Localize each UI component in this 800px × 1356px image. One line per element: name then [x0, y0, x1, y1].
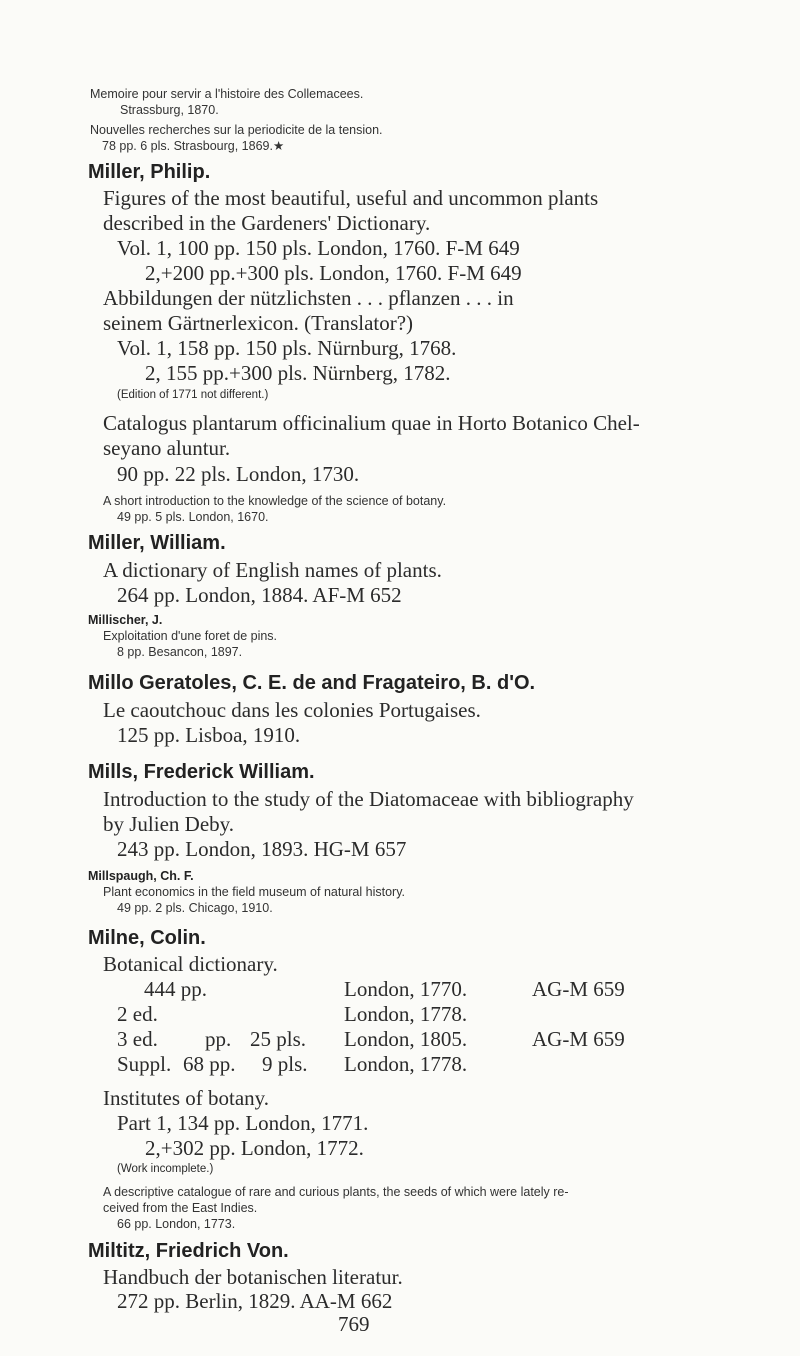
- title-line: Introduction to the study of the Diatomaceae with bibliography: [103, 787, 634, 811]
- title-line: described in the Gardeners' Dictionary.: [103, 211, 431, 235]
- edition-place: London, 1778.: [344, 1052, 468, 1076]
- title-line: Abbildungen der nützlichsten . . . pflanzen . . . in: [103, 286, 514, 310]
- edition-note: (Edition of 1771 not different.): [117, 389, 269, 401]
- edition-note: (Work incomplete.): [117, 1163, 214, 1175]
- entry-line: 78 pp. 6 pls. Strasbourg, 1869.★: [102, 139, 285, 153]
- edition-ed: 3 ed.: [117, 1027, 158, 1051]
- title-line: Figures of the most beautiful, useful and uncommon plants: [103, 186, 599, 210]
- author-heading: Millspaugh, Ch. F.: [88, 869, 194, 883]
- edition-pp: 68 pp.: [183, 1052, 236, 1076]
- author-heading: Milne, Colin.: [88, 927, 206, 949]
- author-heading: Millo Geratoles, C. E. de and Fragateiro, B. d'O.: [88, 672, 536, 694]
- edition-ed: Suppl.: [117, 1052, 172, 1076]
- entry-line: Memoire pour servir a l'histoire des Collemacees.: [90, 87, 364, 101]
- title-line: seyano aluntur.: [103, 436, 231, 460]
- entry-line: Nouvelles recherches sur la periodicite de la tension.: [90, 123, 383, 137]
- title-line: Catalogus plantarum officinalium quae in Horto Botanico Chel-: [103, 411, 640, 435]
- entry-line: 49 pp. 2 pls. Chicago, 1910.: [117, 901, 273, 915]
- edition-place: London, 1770.: [344, 977, 468, 1001]
- volume-line: Vol. 1, 100 pp. 150 pls. London, 1760. F-M 649: [117, 236, 520, 260]
- entry-line: Plant economics in the field museum of natural history.: [103, 885, 405, 899]
- volume-line: 125 pp. Lisboa, 1910.: [117, 723, 301, 747]
- volume-line: 90 pp. 22 pls. London, 1730.: [117, 462, 360, 486]
- title-line: seinem Gärtnerlexicon. (Translator?): [103, 311, 414, 335]
- author-heading: Miltitz, Friedrich Von.: [88, 1240, 289, 1262]
- title-line: Le caoutchouc dans les colonies Portugaises.: [103, 698, 481, 722]
- entry-line: A descriptive catalogue of rare and curious plants, the seeds of which were lately re-: [103, 1185, 569, 1199]
- page-number: 769: [338, 1312, 370, 1336]
- title-line: A dictionary of English names of plants.: [103, 558, 442, 582]
- volume-line: 272 pp. Berlin, 1829. AA-M 662: [117, 1289, 393, 1313]
- volume-line: 2,+302 pp. London, 1772.: [145, 1136, 364, 1160]
- entry-line: A short introduction to the knowledge of the science of botany.: [103, 494, 447, 508]
- edition-pls: 25 pls.: [250, 1027, 307, 1051]
- edition-place: London, 1805.: [344, 1027, 468, 1051]
- edition-code: AG-M 659: [532, 1027, 625, 1051]
- volume-line: 243 pp. London, 1893. HG-M 657: [117, 837, 407, 861]
- title-line: Institutes of botany.: [103, 1086, 270, 1110]
- volume-line: 2, 155 pp.+300 pls. Nürnberg, 1782.: [145, 361, 451, 385]
- entry-line: Strassburg, 1870.: [120, 103, 219, 117]
- volume-line: 264 pp. London, 1884. AF-M 652: [117, 583, 402, 607]
- author-heading: Miller, Philip.: [88, 161, 211, 183]
- author-heading: Miller, William.: [88, 532, 226, 554]
- title-line: Handbuch der botanischen literatur.: [103, 1265, 403, 1289]
- edition-ed: 2 ed.: [117, 1002, 158, 1026]
- author-heading: Mills, Frederick William.: [88, 761, 315, 783]
- entry-line: 8 pp. Besancon, 1897.: [117, 645, 243, 659]
- title-line: by Julien Deby.: [103, 812, 235, 836]
- entry-line: Exploitation d'une foret de pins.: [103, 629, 278, 643]
- edition-pp: 444 pp.: [144, 977, 207, 1001]
- edition-place: London, 1778.: [344, 1002, 468, 1026]
- entry-line: 49 pp. 5 pls. London, 1670.: [117, 510, 269, 524]
- author-heading: Millischer, J.: [88, 613, 163, 627]
- title-line: Botanical dictionary.: [103, 952, 278, 976]
- volume-line: Vol. 1, 158 pp. 150 pls. Nürnburg, 1768.: [117, 336, 457, 360]
- edition-pls: 9 pls.: [262, 1052, 308, 1076]
- entry-line: ceived from the East Indies.: [103, 1201, 258, 1215]
- edition-pp: pp.: [205, 1027, 232, 1051]
- volume-line: Part 1, 134 pp. London, 1771.: [117, 1111, 369, 1135]
- volume-line: 2,+200 pp.+300 pls. London, 1760. F-M 649: [145, 261, 522, 285]
- entry-line: 66 pp. London, 1773.: [117, 1217, 236, 1231]
- edition-code: AG-M 659: [532, 977, 625, 1001]
